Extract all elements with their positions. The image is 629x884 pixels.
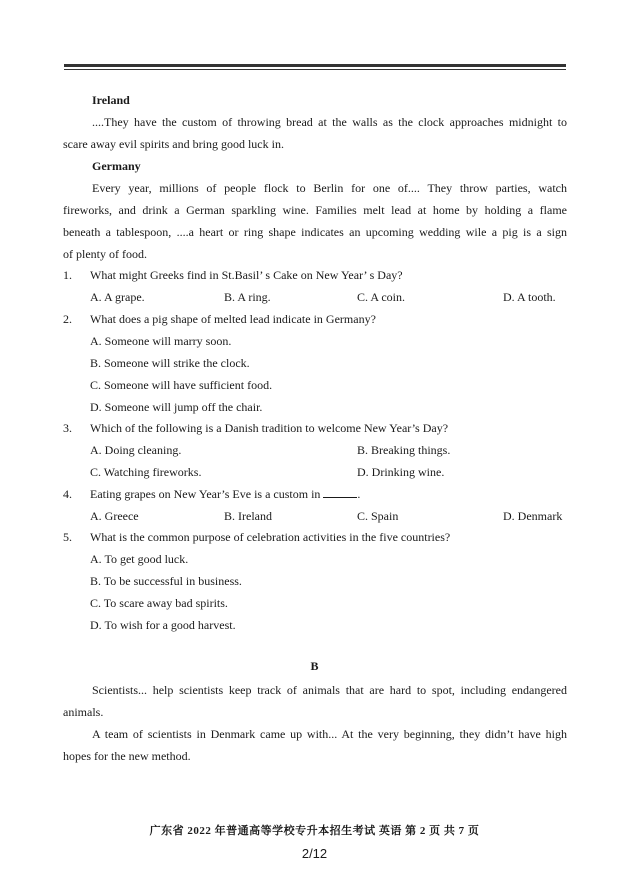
germany-line-1: Every year, millions of people flock to Berlin for one of.... They throw parties, watch <box>92 181 567 195</box>
question-1-option-c[interactable]: C. A coin. <box>357 290 406 304</box>
header-rule-thick <box>64 64 566 67</box>
question-3-option-d[interactable]: D. Drinking wine. <box>357 465 445 479</box>
question-5-option-b[interactable]: B. To be successful in business. <box>90 574 242 588</box>
question-4-line: Eating grapes on New Year’s Eve is a custom in . <box>90 487 361 501</box>
question-2-option-b[interactable]: B. Someone will strike the clock. <box>90 356 250 370</box>
page-number: 2/12 <box>301 846 328 861</box>
question-2-option-c[interactable]: C. Someone will have sufficient food. <box>90 378 273 392</box>
question-3-text: Which of the following is a Danish tradition to welcome New Year’s Day? <box>90 421 449 435</box>
header-rule-thin <box>64 69 566 70</box>
germany-line-2: fireworks, and drink a German sparkling wine. Families melt lead at home by holding a flame <box>63 203 567 217</box>
ireland-heading: Ireland <box>92 93 130 107</box>
question-4-option-d[interactable]: D. Denmark <box>503 509 563 523</box>
question-5-text: What is the common purpose of celebration activities in the five countries? <box>90 530 451 544</box>
question-3-option-c[interactable]: C. Watching fireworks. <box>90 465 202 479</box>
part-b-line-2: animals. <box>63 705 104 719</box>
question-5-number: 5. <box>63 530 72 544</box>
question-1-option-a[interactable]: A. A grape. <box>90 290 145 304</box>
germany-line-3: beneath a tablespoon, ....a heart or ring shape indicates an upcoming wedding wile a pig is a sign <box>63 225 567 239</box>
part-b-line-1: Scientists... help scientists keep track of animals that are hard to spot, including endangered <box>92 683 567 697</box>
question-3-option-a[interactable]: A. Doing cleaning. <box>90 443 182 457</box>
question-2-text: What does a pig shape of melted lead indicate in Germany? <box>90 312 376 326</box>
question-2-number: 2. <box>63 312 72 326</box>
germany-heading: Germany <box>92 159 141 173</box>
question-2-option-d[interactable]: D. Someone will jump off the chair. <box>90 400 263 414</box>
question-5-option-c[interactable]: C. To scare away bad spirits. <box>90 596 228 610</box>
question-1-text: What might Greeks find in St.Basil’ s Cake on New Year’ s Day? <box>90 268 403 282</box>
question-5-option-d[interactable]: D. To wish for a good harvest. <box>90 618 236 632</box>
question-1-number: 1. <box>63 268 72 282</box>
question-3-option-b[interactable]: B. Breaking things. <box>357 443 451 457</box>
part-b-heading: B <box>310 659 319 673</box>
question-3-number: 3. <box>63 421 72 435</box>
ireland-line-1: ....They have the custom of throwing bread at the walls as the clock approaches midnight to <box>92 115 567 129</box>
germany-line-4: of plenty of food. <box>63 247 147 261</box>
question-4-option-c[interactable]: C. Spain <box>357 509 399 523</box>
question-4-option-a[interactable]: A. Greece <box>90 509 139 523</box>
question-4-option-b[interactable]: B. Ireland <box>224 509 272 523</box>
question-4-text: Eating grapes on New Year’s Eve is a custom in <box>90 487 321 501</box>
page-footer: 广东省 2022 年普通高等学校专升本招生考试 英语 第 2 页 共 7 页 <box>149 825 480 837</box>
question-2-option-a[interactable]: A. Someone will marry soon. <box>90 334 232 348</box>
question-1-option-d[interactable]: D. A tooth. <box>503 290 556 304</box>
part-b-line-4: hopes for the new method. <box>63 749 191 763</box>
ireland-line-2: scare away evil spirits and bring good luck in. <box>63 137 284 151</box>
question-4-number: 4. <box>63 487 72 501</box>
answer-blank[interactable] <box>323 486 357 498</box>
question-1-option-b[interactable]: B. A ring. <box>224 290 271 304</box>
part-b-line-3: A team of scientists in Denmark came up with... At the very beginning, they didn’t have high <box>92 727 567 741</box>
question-5-option-a[interactable]: A. To get good luck. <box>90 552 189 566</box>
